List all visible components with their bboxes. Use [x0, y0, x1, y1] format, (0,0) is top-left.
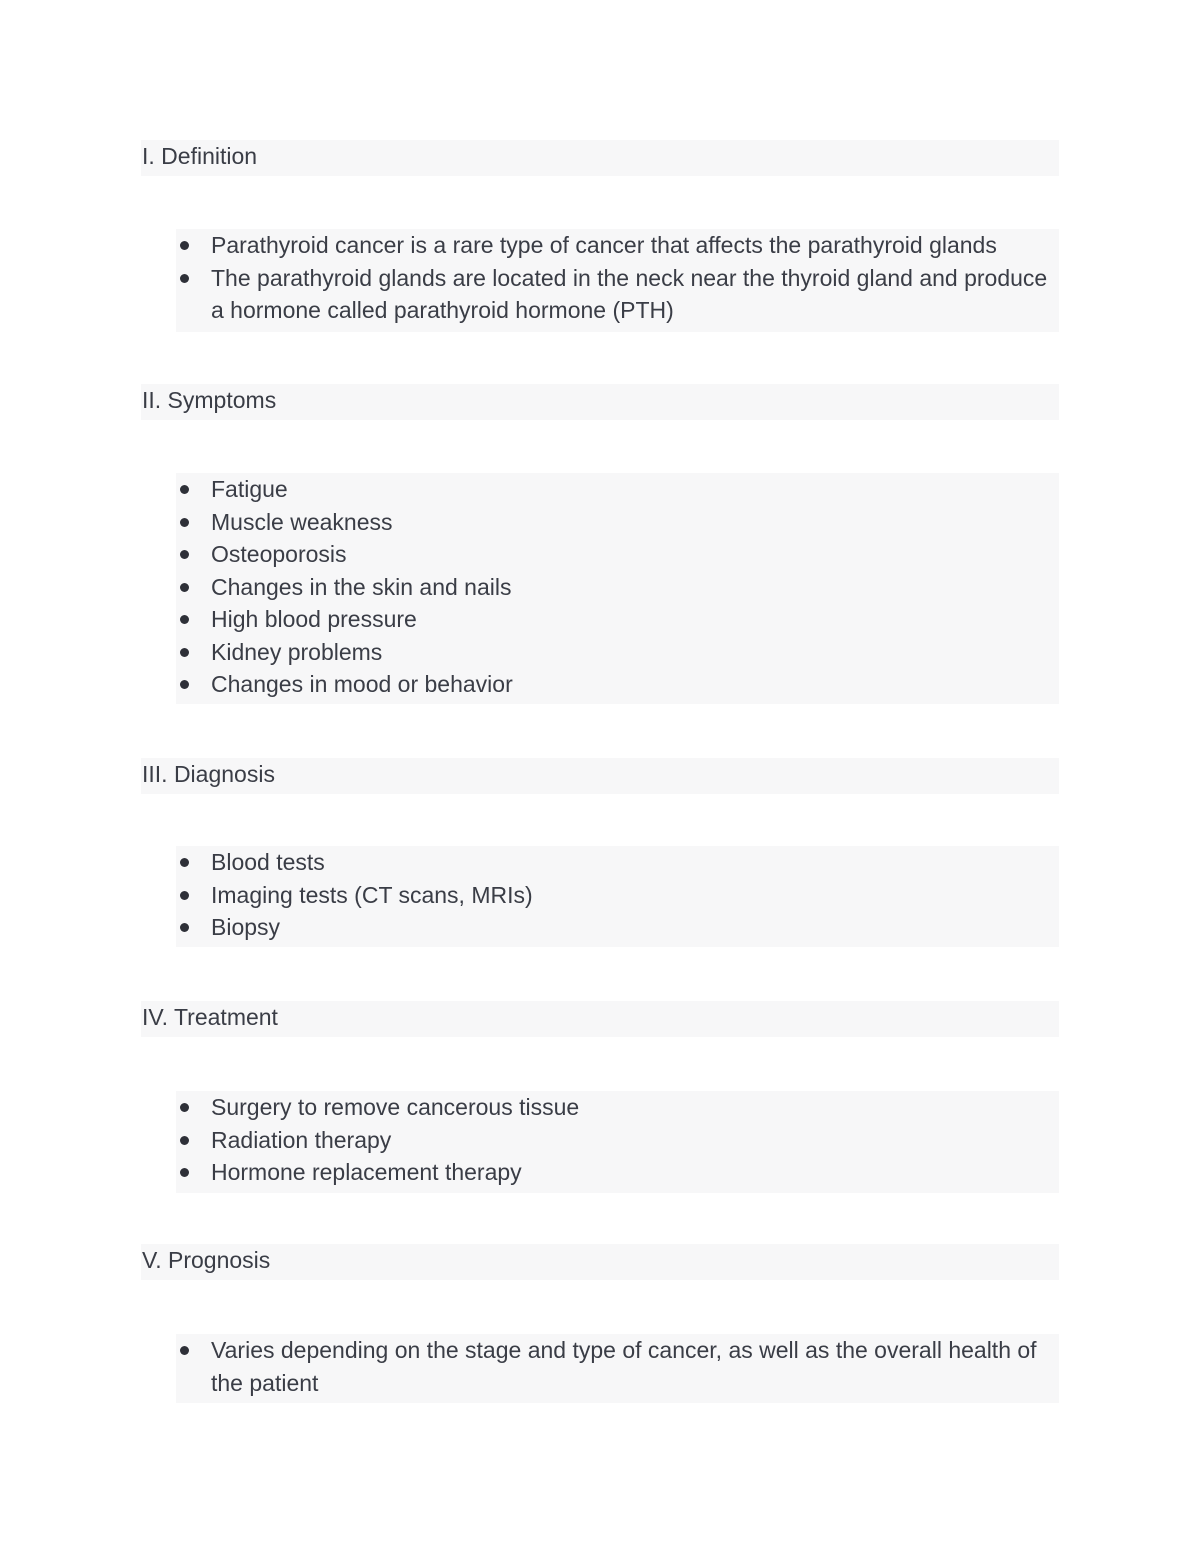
list-item-text: Changes in mood or behavior [211, 671, 513, 697]
bullet-icon [180, 274, 189, 283]
list-item [176, 879, 1059, 912]
list-item-text: Biopsy [211, 914, 281, 940]
list-item [176, 1124, 1059, 1157]
section-heading-symptoms: II. Symptoms [141, 384, 1059, 420]
bullet-icon [180, 680, 189, 689]
bullet-icon [180, 1168, 189, 1177]
bullet-icon [180, 923, 189, 932]
section-list-definition [176, 229, 1059, 332]
list-item [176, 1156, 1059, 1189]
list-item [176, 1334, 1059, 1399]
list-item [176, 571, 1059, 604]
section-heading-prognosis: V. Prognosis [141, 1244, 1059, 1280]
bullet-icon [180, 858, 189, 867]
bullet-icon [180, 583, 189, 592]
bullet-icon [180, 1136, 189, 1145]
bullet-icon [180, 891, 189, 900]
list-item-text: Fatigue [211, 476, 288, 502]
bullet-icon [180, 1103, 189, 1112]
section-heading-treatment: IV. Treatment [141, 1001, 1059, 1037]
list-item [176, 1091, 1059, 1124]
list-item [176, 911, 1059, 944]
section-list-treatment [176, 1091, 1059, 1193]
bullet-icon [180, 615, 189, 624]
section-list-prognosis [176, 1334, 1059, 1403]
list-item-text: Kidney problems [211, 638, 383, 665]
list-item [176, 603, 1059, 636]
bullet-icon [180, 550, 189, 559]
section-heading-diagnosis: III. Diagnosis [141, 758, 1059, 794]
list-item-text: Blood tests [211, 849, 325, 875]
list-item-text: High blood pressure [211, 606, 417, 632]
list-item-text: Radiation therapy [211, 1126, 392, 1153]
bullet-icon [180, 518, 189, 527]
section-list-symptoms [176, 473, 1059, 704]
list-item-text: Varies depending on the stage and type of cancer, as well as the overall health of the patient [211, 1337, 1037, 1396]
list-item-text: Muscle weakness [211, 508, 393, 535]
bullet-icon [180, 485, 189, 494]
bullet-icon [180, 241, 189, 250]
section-heading-definition: I. Definition [141, 140, 1059, 176]
list-item-text: Surgery to remove cancerous tissue [211, 1094, 580, 1120]
list-item-text: Imaging tests (CT scans, MRIs) [211, 881, 533, 908]
list-item [176, 506, 1059, 539]
list-item-text: The parathyroid glands are located in the neck near the thyroid gland and produce a hormone called parathyroid hormone (PTH) [211, 264, 1048, 323]
list-item [176, 636, 1059, 669]
section-list-diagnosis [176, 846, 1059, 947]
list-item-text: Osteoporosis [211, 541, 347, 567]
list-item [176, 846, 1059, 879]
bullet-icon [180, 1346, 189, 1355]
bullet-icon [180, 648, 189, 657]
list-item-text: Hormone replacement therapy [211, 1159, 522, 1185]
list-item [176, 538, 1059, 571]
list-item-text: Parathyroid cancer is a rare type of cancer that affects the parathyroid glands [211, 232, 997, 258]
list-item [176, 262, 1059, 327]
list-item [176, 473, 1059, 506]
list-item [176, 668, 1059, 701]
list-item-text: Changes in the skin and nails [211, 573, 512, 600]
list-item [176, 229, 1059, 262]
